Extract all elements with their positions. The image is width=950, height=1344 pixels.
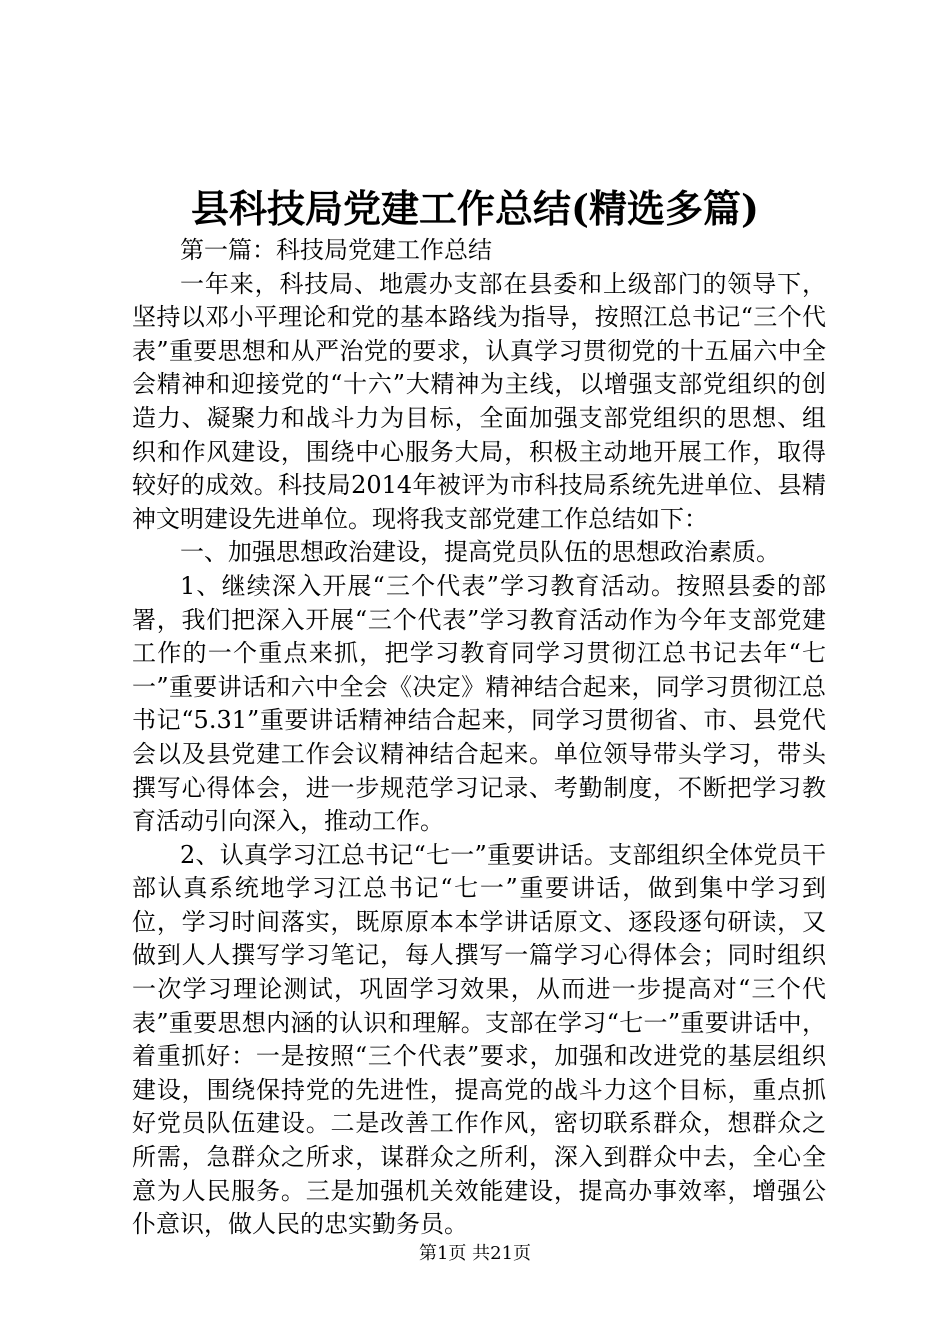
document-body xyxy=(132,234,826,1242)
section-heading-paragraph: 一、加强思想政治建设，提高党员队伍的思想政治素质。 xyxy=(180,538,780,567)
page-number-footer: 第1页 共21页 xyxy=(418,1243,532,1264)
document-title: 县科技局党建工作总结(精选多篇) xyxy=(191,186,759,231)
body-paragraph: 1、继续深入开展“三个代表”学习教育活动。按照县委的部署，我们把深入开展“三个代表”学习教育活动作为今年支部党建工作的一个重点来抓，把学习教育同学习贯彻江总书记去年“七一”重要讲话和六中全会《决定》精神结合起来，同学习贯彻江总书记“5.31”重要讲话精神结合起来，同学习贯彻省、市、县党代会以及县党建工作会议精神结合起来。单位领导带头学习，带头撰写心得体会，进一步规范学习记录、考勤制度，不断把学习教育活动引向深入，推动工作。 xyxy=(132,571,826,836)
body-paragraph: 一年来，科技局、地震办支部在县委和上级部门的领导下，坚持以邓小平理论和党的基本路线为指导，按照江总书记“三个代表”重要思想和从严治党的要求，认真学习贯彻党的十五届六中全会精神和迎接党的“十六”大精神为主线，以增强支部党组织的创造力、凝聚力和战斗力为目标，全面加强支部党组织的思想、组织和作风建设，围绕中心服务大局，积极主动地开展工作，取得较好的成效。科技局2014年被评为市科技局系统先进单位、县精神文明建设先进单位。现将我支部党建工作总结如下： xyxy=(132,269,826,533)
body-paragraph: 2、认真学习江总书记“七一”重要讲话。支部组织全体党员干部认真系统地学习江总书记“七一”重要讲话，做到集中学习到位，学习时间落实，既原原本本学讲话原文、逐段逐句研读，又做到人人撰写学习笔记，每人撰写一篇学习心得体会；同时组织一次学习理论测试，巩固学习效果，从而进一步提高对“三个代表”重要思想内涵的认识和理解。支部在学习“七一”重要讲话中，着重抓好：一是按照“三个代表”要求，加强和改进党的基层组织建设，围绕保持党的先进性，提高党的战斗力这个目标，重点抓好党员队伍建设。二是改善工作作风，密切联系群众，想群众之所需，急群众之所求，谋群众之所利，深入到群众中去，全心全意为人民服务。三是加强机关效能建设，提高办事效率，增强公仆意识，做人民的忠实勤务员。 xyxy=(132,840,826,1239)
section-heading-paragraph: 第一篇：科技局党建工作总结 xyxy=(180,236,492,264)
